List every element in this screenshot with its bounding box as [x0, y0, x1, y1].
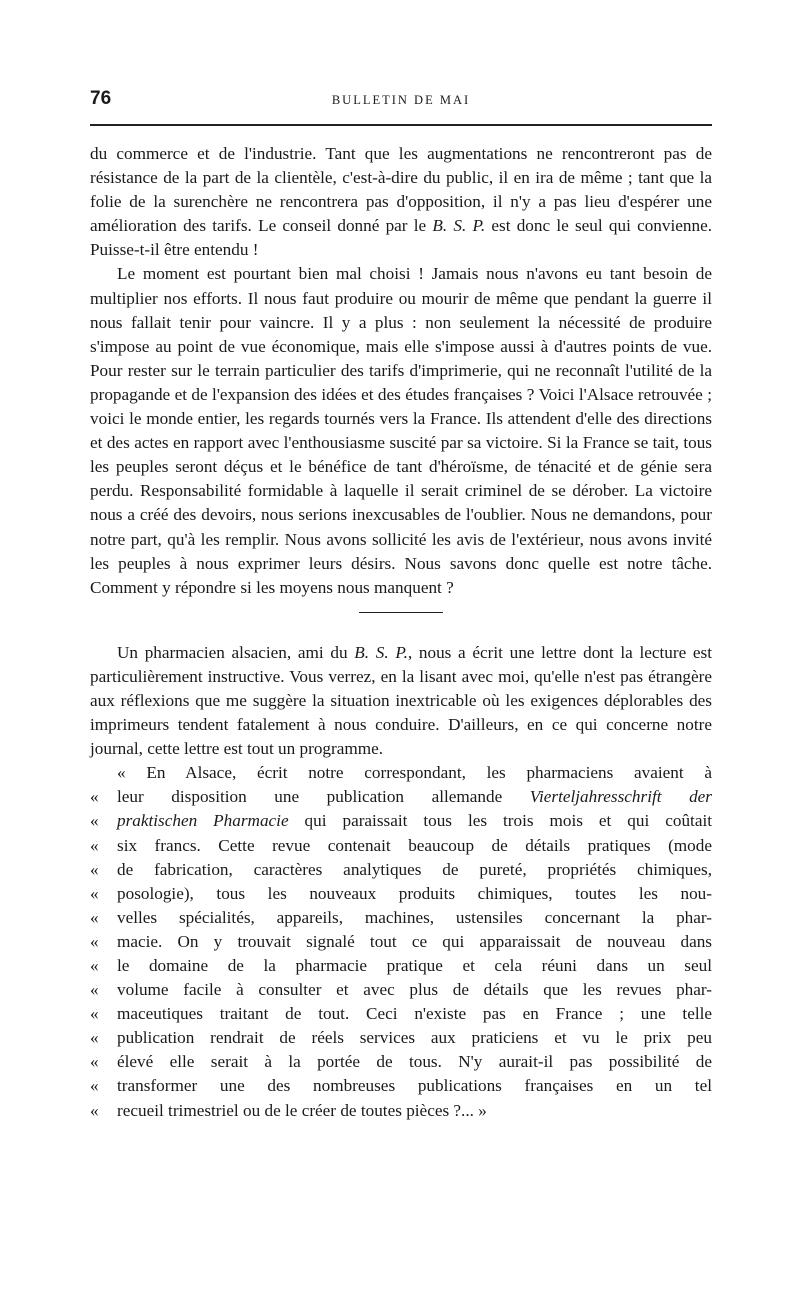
paragraph-3-text-c: , nous a écrit une lettre dont la lecture est particulièrement instructive. Vous verrez, en la lisant avec moi, qu'elle n'est pas étrangère aux réflexions que me suggère la situation inextricable où les exigences déplorables des imprimeurs tendent fatalement à nous conduire. D'ailleurs, en ce qui concerne notre journal, cette lettre est tout un programme.: [90, 642, 713, 759]
quote-mark: «: [90, 1028, 99, 1048]
quote-line-text: transformer une des nombreuses publications françaises en un tel: [117, 1076, 712, 1096]
quote-line: [90, 978, 712, 1002]
quote-line: [90, 834, 712, 858]
quote-mark: «: [90, 1004, 99, 1024]
quote-mark: «: [90, 956, 99, 975]
paragraph-1: [90, 142, 712, 262]
quote-mark: «: [90, 931, 99, 951]
quote-mark: «: [90, 835, 99, 855]
header-rule: [90, 124, 712, 126]
quote-line: [90, 930, 712, 954]
quote-mark: «: [90, 787, 99, 807]
quote-line: [90, 954, 712, 978]
quote-mark: «: [90, 1100, 99, 1120]
quote-mark: «: [90, 811, 99, 831]
quote-mark: «: [90, 859, 99, 879]
quote-line-text: qui paraissait tous les trois mois et qui coûtait: [288, 811, 713, 831]
quote-line: [90, 1074, 712, 1098]
quote-line: [90, 1050, 712, 1074]
paragraph-1-journal-abbrev: B. S. P.: [432, 216, 486, 236]
quote-line: [90, 882, 712, 906]
quote-line-text: leur disposition une publication allemande: [117, 787, 530, 807]
quote-line: [90, 1099, 712, 1123]
quote-line-text: élevé elle serait à la portée de tous. N'y aurait-il pas possibilité de: [117, 1052, 712, 1072]
quote-line: [90, 785, 712, 809]
quote-line-text: publication rendrait de réels services aux praticiens et vu le prix peu: [117, 1028, 712, 1048]
quote-line-text: six francs. Cette revue contenait beaucoup de détails pratiques (mode: [117, 835, 712, 855]
quote-first-line: « En Alsace, écrit notre correspondant, les pharmaciens avaient à: [117, 763, 712, 783]
quote-line: [90, 809, 712, 833]
document-page: [90, 88, 712, 1123]
quote-line: [90, 858, 712, 882]
paragraph-1-text-c: est donc le seul qui convienne. Puisse-t-il être entendu !: [90, 216, 713, 260]
quote-line-text: posologie), tous les nouveaux produits chimiques, toutes les nou-: [117, 883, 712, 903]
quote-line: [90, 1002, 712, 1026]
running-title: BULLETIN DE MAI: [331, 93, 471, 107]
quote-mark: «: [90, 907, 99, 927]
page-number: 76: [90, 88, 112, 109]
quote-line: [90, 1026, 712, 1050]
paragraph-2: Le moment est pourtant bien mal choisi ! Jamais nous n'avons eu tant besoin de multiplier nos efforts. Il nous faut produire ou mourir de même que pendant la guerre il nous fallait tenir pour vaincre. Il y a plus : non seulement la nécessité de produire s'impose au point de vue économique, mais elle s'impose aussi à d'autres points de vue. Pour rester sur le terrain particulier des tarifs d'imprimerie, qui ne reconnaît l'utilité de la propagande et de l'expansion des idées et des études françaises ? Voici l'Alsace retrouvée ; voici le monde entier, les regards tournés vers la France. Ils attendent d'elle des directions et des actes en rapport avec l'enthousiasme suscité par sa victoire. Si la France se tait, tous les peuples seront déçus et le bénéfice de tant d'héroïsme, de ténacité et de génie sera perdu. Responsabilité formidable à laquelle il serait criminel de se dérober. La victoire nous a créé des devoirs, nous serions inexcusables de l'oublier. Nous ne demandons, pour notre part, qu'à les remplir. Nous avons sollicité les avis de l'extérieur, nous avons invité les peuples à nous exprimer leurs désirs. Nous savons donc quelle est notre tâche. Comment y répondre si les moyens nous manquent ?: [90, 264, 712, 597]
quote-mark: «: [90, 980, 99, 1000]
paragraph-3: [90, 641, 712, 761]
quote-mark: «: [90, 1052, 99, 1072]
quote-line-text: le domaine de la pharmacie pratique et cela réuni dans un seul: [117, 956, 712, 975]
periodical-title-part-2: praktischen Pharmacie: [117, 811, 289, 831]
paragraph-3-journal-abbrev: B. S. P.: [354, 642, 408, 662]
quote-line-text: recueil trimestriel ou de le créer de toutes pièces ?... »: [117, 1100, 487, 1120]
quote-line: [90, 906, 712, 930]
quote-mark: «: [90, 1076, 99, 1096]
paragraph-1-text-a: du commerce et de l'industrie. Tant que les augmentations ne rencontreront pas de résistance de la part de la clientèle, c'est-à-dire du public, il en ira de même ; tant que la folie de la surenchère ne rencontrera pas d'opposition, il n'y a pas lieu d'espérer une amélioration des tarifs. Le conseil donné par le: [90, 144, 712, 236]
quote-line-text: macie. On y trouvait signalé tout ce qui apparaissait de nouveau dans: [117, 931, 712, 951]
quote-line-text: velles spécialités, appareils, machines, ustensiles concernant la phar-: [117, 907, 712, 927]
paragraph-3-text-a: Un pharmacien alsacien, ami du: [117, 642, 355, 662]
section-divider: [359, 612, 443, 613]
quote-line-text: de fabrication, caractères analytiques de pureté, propriétés chimiques,: [117, 859, 712, 879]
quote-mark: «: [90, 883, 99, 903]
periodical-title-part-1: Vierteljahresschrift der: [529, 787, 712, 807]
quote-line-text: maceutiques traitant de tout. Ceci n'existe pas en France ; une telle: [117, 1004, 712, 1024]
quote-line-text: volume facile à consulter et avec plus de détails que les revues phar-: [117, 980, 712, 1000]
page-header: [90, 88, 712, 116]
quoted-letter: [90, 761, 712, 1122]
